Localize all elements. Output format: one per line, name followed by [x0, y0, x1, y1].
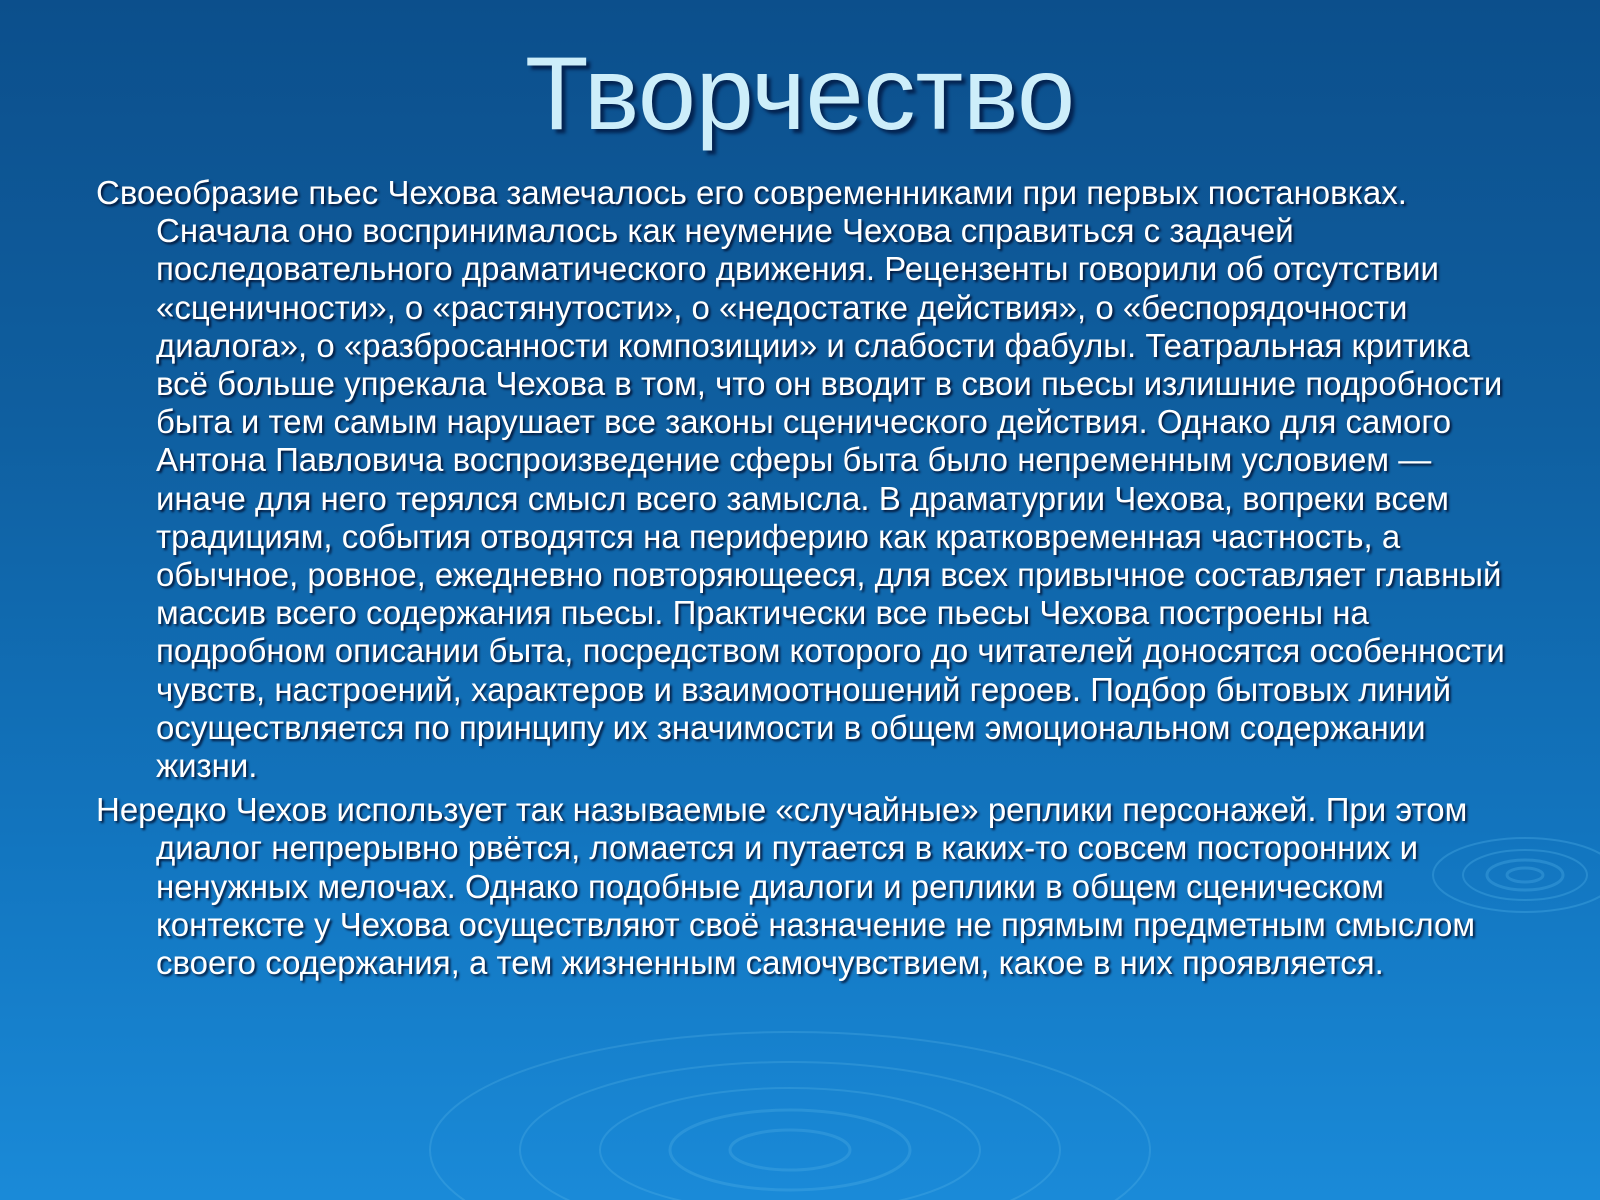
body-paragraph-2: Нередко Чехов использует так называемые «случайные» реплики персонажей. При этом диалог непрерывно рвётся, ломается и путается в каких-то совсем посторонних и ненужных мелочах. Однако подобные диалоги и реплики в общем сценическом контексте у Чехова осуществляют своё назначение не прямым предметным смыслом своего содержания, а тем жизненным самочувствием, какое в них проявляется. [96, 791, 1476, 982]
body-paragraph-1: Своеобразие пьес Чехова замечалось его современниками при первых постановках. Сначала оно воспринималось как неумение Чехова справиться с задачей последовательного драматического движения. Рецензенты говорили об отсутствии «сценичности», о «растянутости», о «недостатке действия», о «беспорядочности диалога», о «разбросанности композиции» и слабости фабулы. Театральная критика всё больше упрекала Чехова в том, что он вводит в свои пьесы излишние подробности быта и тем самым нарушает все законы сценического действия. Однако для самого Антона Павловича воспроизведение сферы быта было непременным условием — иначе для него терялся смысл всего замысла. В драматургии Чехова, вопреки всем традициям, события отводятся на периферию как кратковременная частность, а обычное, ровное, ежедневно повторяющееся, для всех привычное составляет главный массив всего содержания пьесы. Практически все пьесы Чехова построены на подробном описании быта, посредством которого до читателей доносятся особенности чувств, настроений, характеров и взаимоотношений героев. Подбор бытовых линий осуществляется по принципу их значимости в общем эмоциональном содержании жизни. [96, 174, 1505, 785]
slide-title: Творчество [524, 36, 1075, 152]
slide-body [96, 174, 1516, 988]
